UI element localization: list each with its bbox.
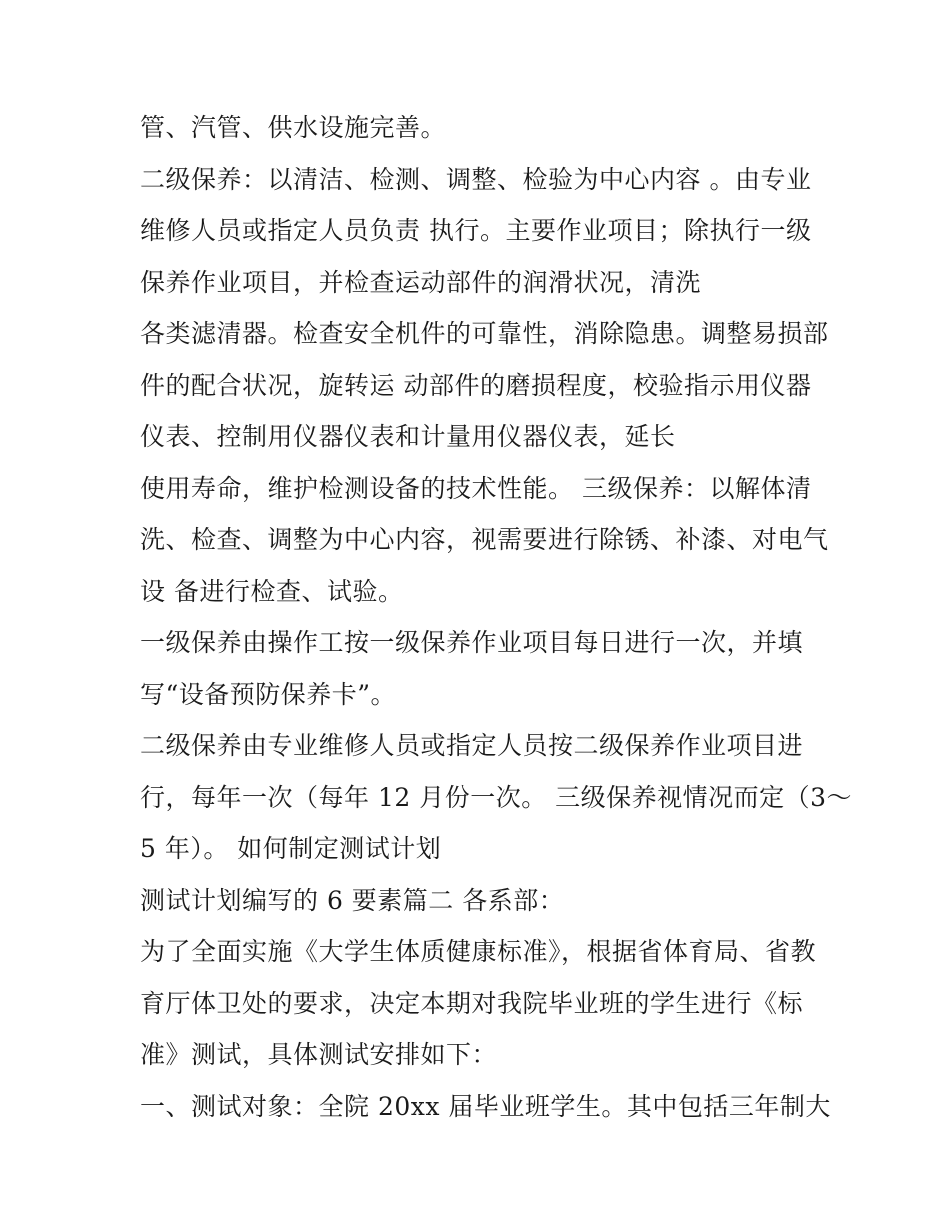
text-line-19: 准》测试，具体测试安排如下： [140, 1040, 498, 1069]
text-line-6: 件的配合状况，旋转运 动部件的磨损程度，校验指示用仪器 [140, 371, 812, 400]
text-line-1: 管、汽管、供水设施完善。 [140, 113, 447, 142]
text-line-13: 二级保养由专业维修人员或指定人员按二级保养作业项目进 [140, 731, 804, 760]
text-line-15: 5 年）。 如何制定测试计划 [140, 834, 442, 863]
text-line-7: 仪表、控制用仪器仪表和计量用仪器仪表，延长 [140, 422, 676, 451]
text-line-12: 写“设备预防保养卡”。 [140, 680, 397, 709]
text-line-17: 为了全面实施《大学生体质健康标准》，根据省体育局、省教 [140, 937, 817, 966]
text-line-20: 一、测试对象：全院 20xx 届毕业班学生。其中包括三年制大 [140, 1092, 831, 1121]
text-line-11: 一级保养由操作工按一级保养作业项目每日进行一次，并填 [140, 628, 804, 657]
text-line-3: 维修人员或指定人员负责 执行。主要作业项目；除执行一级 [140, 216, 812, 245]
text-line-2: 二级保养：以清洁、检测、调整、检验为中心内容 。由专业 [140, 165, 812, 194]
text-line-8: 使用寿命，维护检测设备的技术性能。 三级保养：以解体清 [140, 474, 812, 503]
text-line-4: 保养作业项目，并检查运动部件的润滑状况，清洗 [140, 268, 702, 297]
text-line-16: 测试计划编写的 6 要素篇二 各系部： [140, 886, 565, 915]
text-line-5: 各类滤清器。检查安全机件的可靠性，消除隐患。调整易损部 [140, 319, 829, 348]
text-line-10: 设 备进行检查、试验。 [140, 577, 404, 606]
text-line-14: 行，每年一次（每年 12 月份一次。 三级保养视情况而定（3～ [140, 783, 853, 812]
text-line-18: 育厅体卫处的要求，决定本期对我院毕业班的学生进行《标 [140, 989, 804, 1018]
text-line-9: 洗、检查、调整为中心内容，视需要进行除锈、补漆、对电气 [140, 525, 829, 554]
